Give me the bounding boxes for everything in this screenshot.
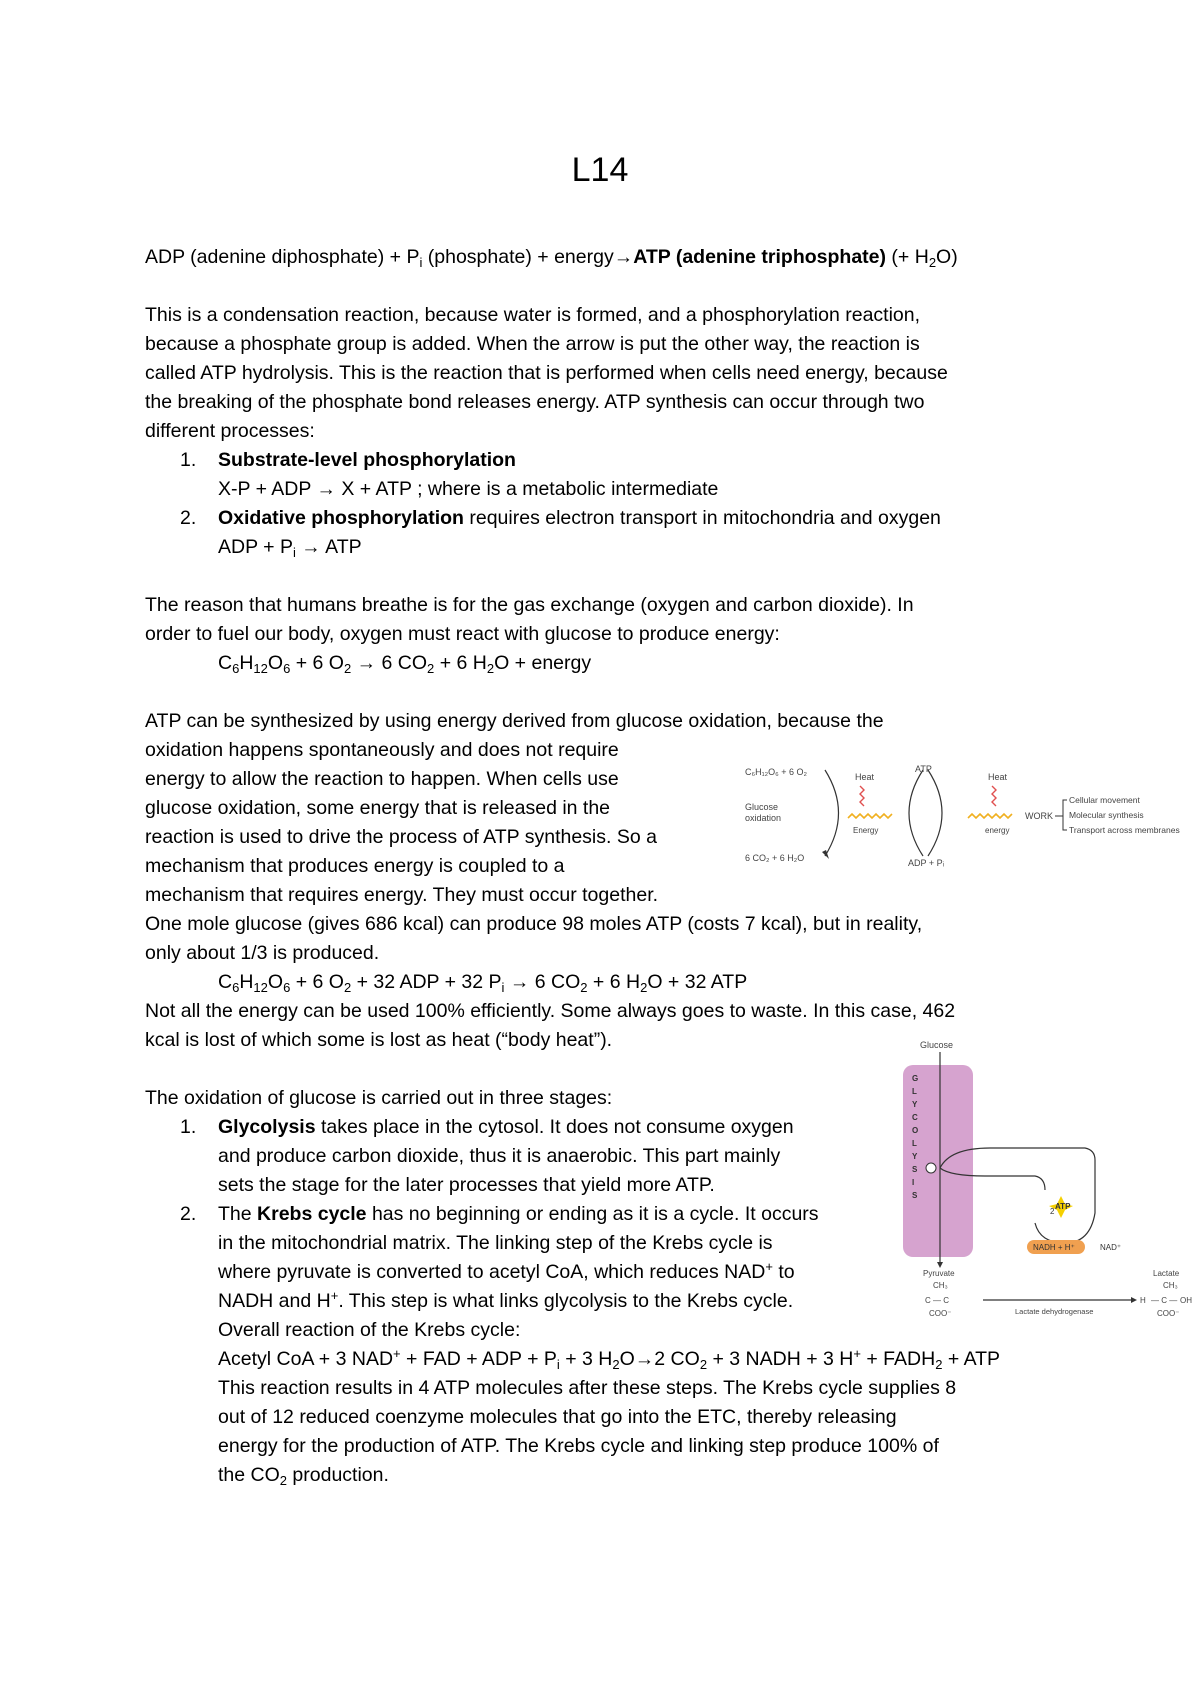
fig2-arrowhead: [937, 1262, 943, 1268]
fig1-energy-wave: [968, 814, 1012, 818]
paragraph-line: only about 1/3 is produced.: [145, 942, 380, 964]
paragraph-line: The oxidation of glucose is carried out in three stages:: [145, 1087, 613, 1109]
paragraph-line: energy to allow the reaction to happen. When cells use: [145, 768, 619, 790]
list-item-text: the $CO_2$ production.: [218, 1464, 389, 1488]
fig2-nadh-label: NADH + H⁺: [1033, 1243, 1075, 1252]
fig1-hydrolysis-arrow: [928, 770, 942, 856]
paragraph-line: ATP can be synthesized by using energy derived from glucose oxidation, because the: [145, 710, 884, 732]
paragraph-line: reaction is used to drive the process of ATP synthesis. So a: [145, 826, 657, 848]
atp-equation: ADP (adenine diphosphate) + $P_i$ (phosphate) + energy→ATP (adenine triphosphate) (+ $H_2O$): [145, 246, 958, 270]
list-number: 2.: [180, 1203, 197, 1225]
list-item-text: in the mitochondrial matrix. The linking step of the Krebs cycle is: [218, 1232, 773, 1254]
fig1-adp-label: ADP + Pᵢ: [908, 858, 945, 868]
list-item-text: This reaction results in 4 ATP molecules after these steps. The Krebs cycle supplies 8: [218, 1377, 957, 1399]
fig1-work-item: Molecular synthesis: [1069, 810, 1144, 820]
paragraph-line: This is a condensation reaction, because water is formed, and a phosphorylation reaction,: [145, 304, 921, 326]
fig2-glycolysis-letter: S: [912, 1191, 918, 1200]
fig1-glucose-oxidation-label: oxidation: [745, 813, 782, 823]
list-item-text: The Krebs cycle has no beginning or ending as it is a cycle. It occurs: [218, 1203, 819, 1225]
fig2-oh-label: OH: [1180, 1296, 1192, 1305]
list-number: 1.: [180, 1116, 197, 1138]
paragraph-line: because a phosphate group is added. When the arrow is put the other way, the reaction is: [145, 333, 920, 355]
fig2-ch3-label: CH₃: [1163, 1281, 1178, 1290]
paragraph-line: called ATP hydrolysis. This is the reaction that is performed when cells need energy, because: [145, 362, 948, 384]
fig2-lactate-label: Lactate: [1153, 1269, 1180, 1278]
atp-yield-equation: $C_6H_{12}O_6 + 6$ $O_2 + 32$ ADP + 32 $P_i \to 6$ $CO_2 + 6$ $H_2O + 32$ ATP: [218, 971, 748, 995]
fig2-glycolysis-letter: Y: [912, 1152, 918, 1161]
paragraph-line: mechanism that requires energy. They must occur together.: [145, 884, 659, 906]
fig1-glucose-o2: C₆H₁₂O₆ + 6 O₂: [745, 767, 808, 777]
fig2-glycolysis-letter: S: [912, 1165, 918, 1174]
fig1-heat-label: Heat: [988, 772, 1008, 782]
fig1-work-item: Transport across membranes: [1069, 825, 1180, 835]
fig2-glycolysis-letter: L: [912, 1139, 917, 1148]
fig2-glycolysis-letter: Y: [912, 1100, 918, 1109]
fig2-h-label: H: [1140, 1296, 1146, 1305]
coupled-reactions-figure: [740, 758, 1190, 878]
paragraph-line: Not all the energy can be used 100% efficiently. Some always goes to waste. In this case, 462: [145, 1000, 956, 1022]
fig2-pyruvate-label: Pyruvate: [923, 1269, 955, 1278]
krebs-equation: Acetyl CoA + 3 NAD+ + FAD + ADP + $P_i + 3$ $H_2O\to 2$ $CO_2 + 3$ NADH + 3 $H^+ + FADH_2$ + ATP: [218, 1346, 1001, 1372]
fig1-heat-wave: [860, 786, 864, 806]
fig2-glycolysis-letter: G: [912, 1074, 919, 1083]
paragraph-line: One mole glucose (gives 686 kcal) can produce 98 moles ATP (costs 7 kcal), but in reality,: [145, 913, 923, 935]
list-item-text: out of 12 reduced coenzyme molecules that go into the ETC, thereby releasing: [218, 1406, 897, 1428]
fig2-glycolysis-letter: C: [912, 1113, 918, 1122]
fig1-energy-wave: [848, 814, 892, 818]
fig1-heat-wave: [992, 786, 996, 806]
paragraph-line: kcal is lost of which some is lost as heat (“body heat”).: [145, 1029, 613, 1051]
paragraph-line: glucose oxidation, some energy that is released in the: [145, 797, 611, 819]
fig2-atp-label: ATP: [1055, 1202, 1071, 1211]
list-item-equation: X-P + ADP → X + ATP ; where is a metabolic intermediate: [218, 478, 719, 500]
list-item-text: energy for the production of ATP. The Krebs cycle and linking step produce 100% of: [218, 1435, 939, 1457]
fig2-nad-label: NAD⁺: [1100, 1243, 1122, 1252]
fig1-work-label: WORK: [1025, 811, 1053, 821]
list-item-text: NADH and H+. This step is what links glycolysis to the Krebs cycle.: [218, 1288, 794, 1312]
fig2-glycolysis-letter: O: [912, 1126, 919, 1135]
list-number: 1.: [180, 449, 197, 471]
fig1-atp-label: ATP: [915, 764, 932, 774]
paragraph-line: the breaking of the phosphate bond releases energy. ATP synthesis can occur through two: [145, 391, 925, 413]
glucose-equation: $C_6H_{12}O_6 + 6$ $O_2 \to 6$ $CO_2 + 6$ $H_2O$ + energy: [218, 652, 592, 676]
fig2-c-label: C — C: [925, 1296, 949, 1305]
fig2-step-marker: [926, 1163, 936, 1173]
glycolysis-figure: [895, 1038, 1195, 1318]
list-item-text: Oxidative phosphorylation requires electron transport in mitochondria and oxygen: [218, 507, 941, 529]
list-number: 2.: [180, 507, 197, 529]
list-item-title: Substrate-level phosphorylation: [218, 449, 516, 471]
list-item-text: Glycolysis takes place in the cytosol. It does not consume oxygen: [218, 1116, 794, 1138]
fig2-lactate-dh-label: Lactate dehydrogenase: [1015, 1307, 1094, 1316]
paragraph-line: different processes:: [145, 420, 315, 442]
fig1-glucose-oxidation-label: Glucose: [745, 802, 779, 812]
fig1-co2-h2o: 6 CO₂ + 6 H₂O: [745, 853, 805, 863]
fig2-glycolysis-letter: L: [912, 1087, 917, 1096]
fig2-c-label: — C —: [1151, 1296, 1178, 1305]
fig2-arrowhead: [1131, 1297, 1137, 1303]
paragraph-line: oxidation happens spontaneously and does not require: [145, 739, 619, 761]
fig2-ch3-label: CH₃: [933, 1281, 948, 1290]
fig1-work-item: Cellular movement: [1069, 795, 1140, 805]
list-item-text: and produce carbon dioxide, thus it is anaerobic. This part mainly: [218, 1145, 781, 1167]
fig2-coo-label: COO⁻: [929, 1309, 952, 1318]
fig1-energy-label: energy: [985, 826, 1010, 835]
fig2-coo-label: COO⁻: [1157, 1309, 1180, 1318]
fig1-oxidation-arrow: [825, 770, 839, 856]
fig1-energy-label: Energy: [853, 826, 879, 835]
fig1-bracket: [1063, 800, 1067, 830]
paragraph-line: order to fuel our body, oxygen must react with glucose to produce energy:: [145, 623, 780, 645]
list-item-text: sets the stage for the later processes that yield more ATP.: [218, 1174, 715, 1196]
paragraph-line: The reason that humans breathe is for the gas exchange (oxygen and carbon dioxide). In: [145, 594, 914, 616]
fig1-heat-label: Heat: [855, 772, 875, 782]
fig2-glycolysis-letter: I: [912, 1178, 915, 1187]
page-title: L14: [571, 151, 629, 189]
list-item-text: where pyruvate is converted to acetyl CoA, which reduces NAD+ to: [218, 1259, 795, 1283]
fig2-glucose-label: Glucose: [920, 1040, 954, 1050]
list-item-equation: ADP + $P_i$ → ATP: [218, 536, 362, 560]
fig2-atp-count: 2: [1050, 1207, 1055, 1216]
fig1-synthesis-arrow: [909, 770, 923, 856]
paragraph-line: mechanism that produces energy is coupled to a: [145, 855, 565, 877]
list-item-text: Overall reaction of the Krebs cycle:: [218, 1319, 521, 1341]
